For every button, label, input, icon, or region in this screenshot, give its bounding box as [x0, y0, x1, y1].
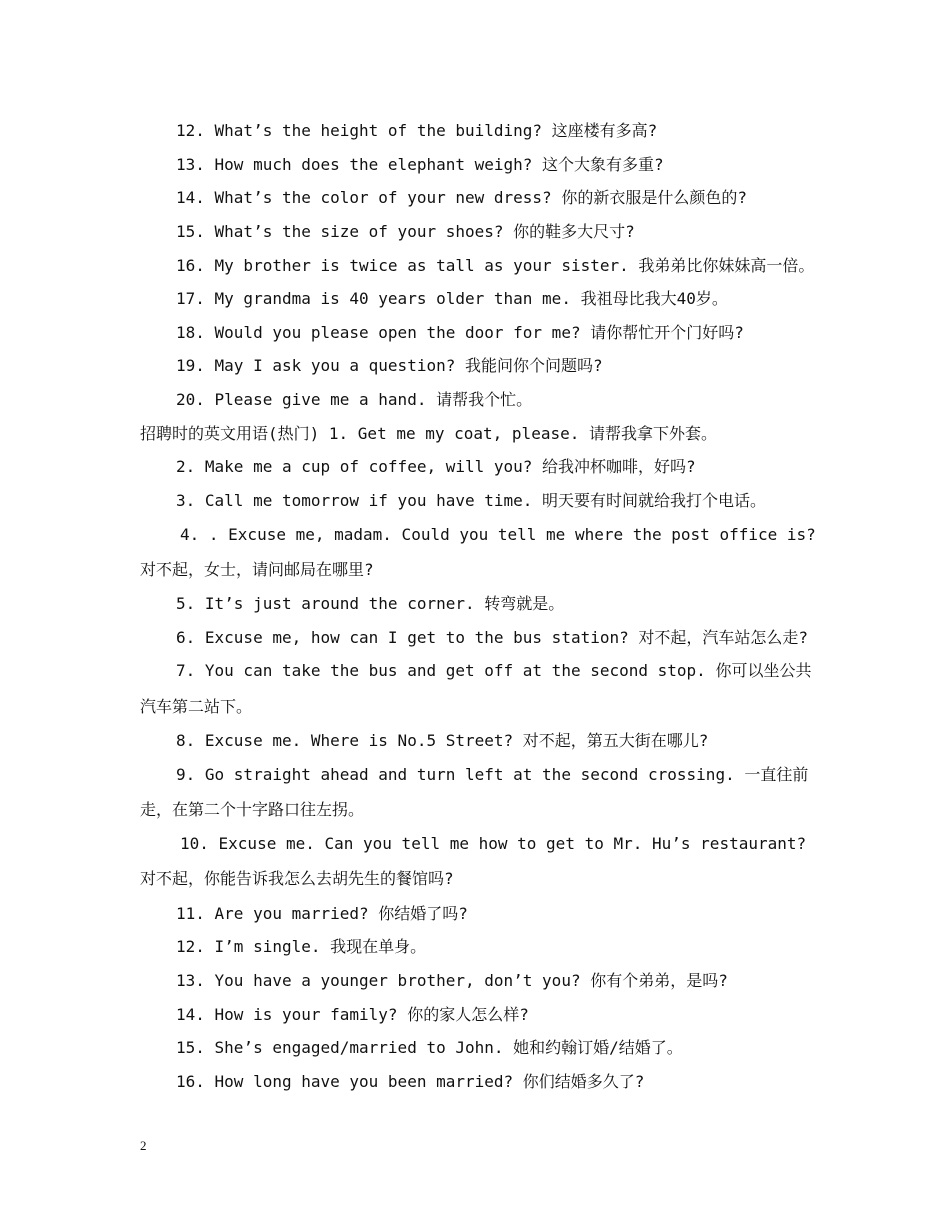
text-line: 15. She’s engaged/married to John. 她和约翰订婚/结婚了。	[176, 1038, 683, 1057]
text-line: 对不起，你能告诉我怎么去胡先生的餐馆吗?	[140, 869, 454, 888]
text-line: 12. I’m single. 我现在单身。	[176, 937, 427, 956]
text-line: 19. May I ask you a question? 我能问你个问题吗?	[176, 356, 603, 375]
text-line: 13. How much does the elephant weigh? 这个大象有多重?	[176, 155, 664, 174]
text-line: 6. Excuse me, how can I get to the bus station? 对不起，汽车站怎么走?	[176, 628, 809, 647]
text-line: 4. . Excuse me, madam. Could you tell me where the post office is?	[180, 525, 816, 544]
text-line: 2. Make me a cup of coffee, will you? 给我冲杯咖啡，好吗?	[176, 457, 696, 476]
text-line: 14. What’s the color of your new dress? 你的新衣服是什么颜色的?	[176, 188, 747, 207]
text-line: 对不起，女士，请问邮局在哪里?	[140, 560, 374, 579]
text-line: 走，在第二个十字路口往左拐。	[140, 800, 365, 819]
text-line: 5. It’s just around the corner. 转弯就是。	[176, 594, 565, 613]
text-line: 20. Please give me a hand. 请帮我个忙。	[176, 390, 533, 409]
text-line: 14. How is your family? 你的家人怎么样?	[176, 1005, 529, 1024]
text-line: 18. Would you please open the door for me? 请你帮忙开个门好吗?	[176, 323, 744, 342]
text-line: 9. Go straight ahead and turn left at the second crossing. 一直往前	[176, 765, 809, 784]
text-line: 13. You have a younger brother, don’t you? 你有个弟弟，是吗?	[176, 971, 728, 990]
page-number: 2	[140, 1138, 147, 1153]
text-line: 12. What’s the height of the building? 这座楼有多高?	[176, 121, 658, 140]
text-line: 11. Are you married? 你结婚了吗?	[176, 904, 468, 923]
text-line: 16. How long have you been married? 你们结婚多久了?	[176, 1072, 645, 1091]
text-line: 16. My brother is twice as tall as your sister. 我弟弟比你妹妹高一倍。	[176, 256, 815, 275]
text-line: 7. You can take the bus and get off at the second stop. 你可以坐公共	[176, 661, 812, 680]
section-heading-line: 招聘时的英文用语(热门) 1. Get me my coat, please. 请帮我拿下外套。	[140, 424, 717, 443]
text-line: 10. Excuse me. Can you tell me how to get to Mr. Hu’s restaurant?	[180, 834, 807, 853]
text-line: 汽车第二站下。	[140, 697, 253, 716]
text-line: 3. Call me tomorrow if you have time. 明天要有时间就给我打个电话。	[176, 491, 767, 510]
text-line: 8. Excuse me. Where is No.5 Street? 对不起，第五大街在哪儿?	[176, 731, 709, 750]
text-line: 15. What’s the size of your shoes? 你的鞋多大尺寸?	[176, 222, 635, 241]
text-line: 17. My grandma is 40 years older than me. 我祖母比我大40岁。	[176, 289, 728, 308]
